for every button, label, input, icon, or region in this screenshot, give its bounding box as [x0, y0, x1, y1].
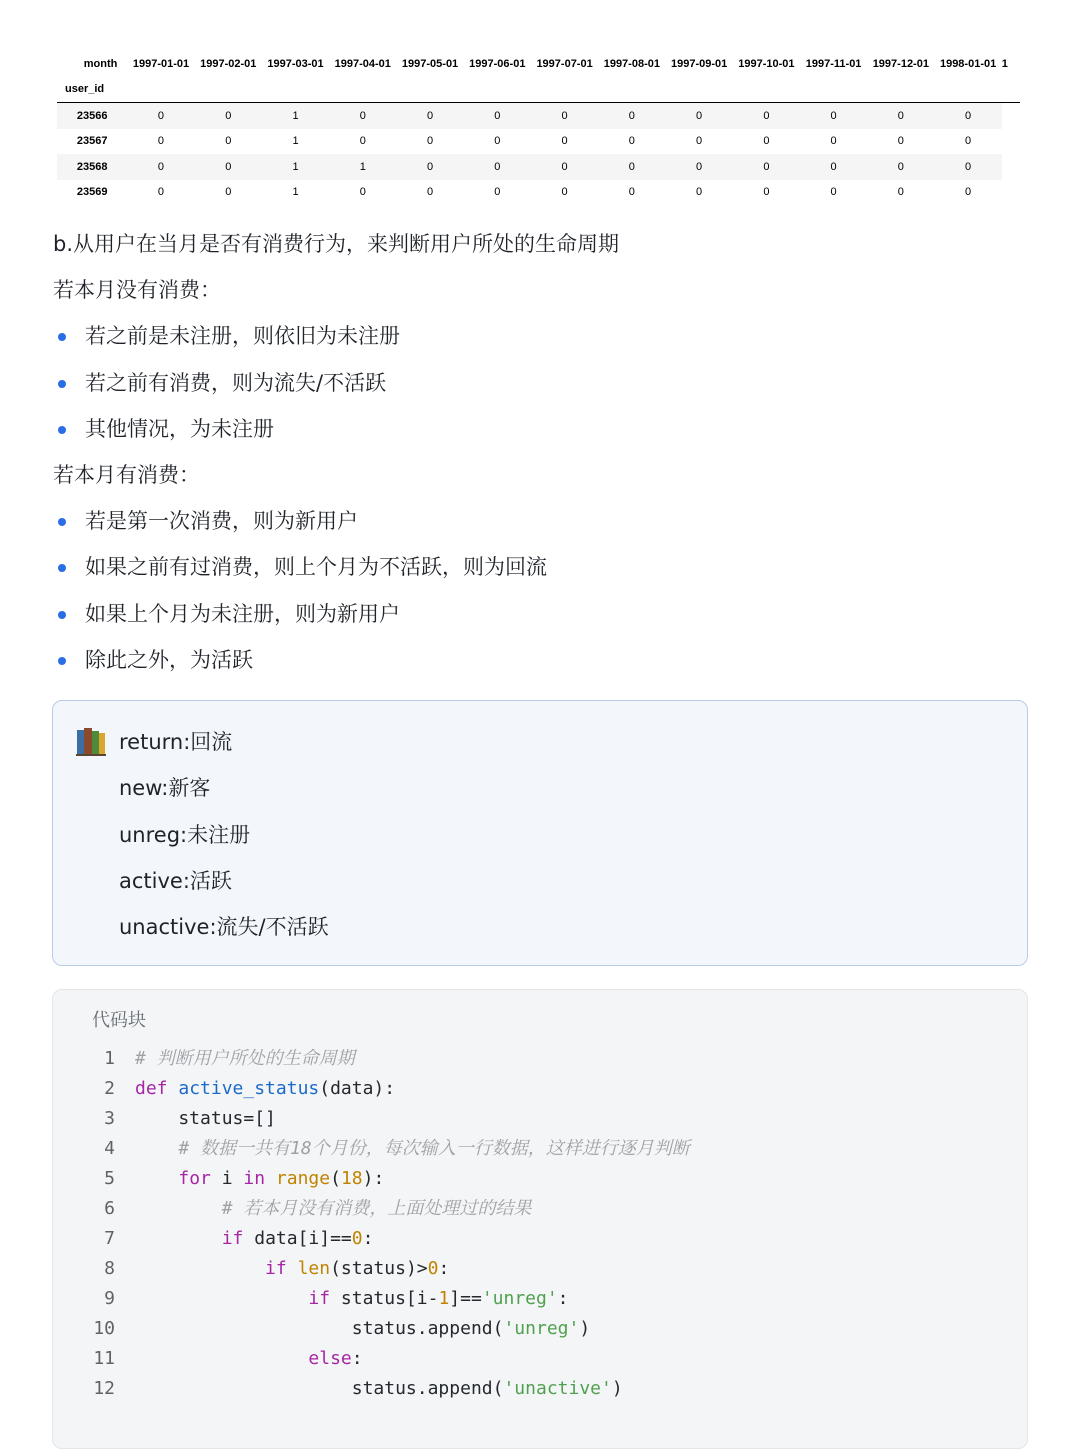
- table-cell: 0: [157, 135, 165, 148]
- column-header: 1997-07-01: [536, 58, 593, 70]
- table-cell: 0: [628, 186, 635, 199]
- table-cell: 0: [225, 109, 232, 122]
- column-header: 1997-09-01: [670, 58, 728, 70]
- code-line: 7 if data[i]==0:: [53, 1224, 690, 1254]
- code-body[interactable]: [53, 1044, 690, 1404]
- table-cell: 0: [897, 109, 904, 122]
- dataframe-table: [57, 52, 1020, 205]
- table-cell: 0: [696, 135, 703, 148]
- line-number: 11: [93, 1348, 115, 1369]
- table-cell: 0: [965, 109, 972, 122]
- code-line: 5 for i in range(18):: [53, 1164, 690, 1194]
- table-cell: 0: [225, 186, 232, 199]
- table-cell: 0: [763, 135, 770, 148]
- row-index: 23567: [76, 135, 108, 148]
- table-cell: 0: [965, 135, 972, 148]
- table-cell: 0: [830, 160, 837, 173]
- list-item: 其他情况，为未注册: [53, 406, 1033, 452]
- code-line: 11 else:: [53, 1344, 690, 1374]
- callout-line: new:新客: [119, 776, 211, 801]
- table-cell: 1: [359, 160, 366, 173]
- list-item: 若是第一次消费，则为新用户: [53, 498, 1033, 544]
- index-label-row: [57, 76, 1020, 103]
- table-cell: 1: [292, 135, 299, 148]
- column-header: 1998-01-01: [939, 58, 997, 70]
- table-row: [57, 154, 1020, 180]
- table-cell: 0: [494, 186, 501, 199]
- table-cell: 0: [763, 109, 770, 122]
- list-item: 若之前是未注册，则依旧为未注册: [53, 313, 1033, 359]
- table-cell: 0: [830, 135, 837, 148]
- table-cell: 0: [426, 109, 434, 122]
- column-header: 1997-12-01: [872, 58, 929, 70]
- code-line: 6 # 若本月没有消费，上面处理过的结果: [53, 1194, 690, 1224]
- table-cell: 0: [561, 160, 568, 173]
- table-cell: 0: [359, 135, 366, 148]
- code-line: 12 status.append('unactive'): [53, 1374, 690, 1404]
- table-cell: 0: [561, 109, 568, 122]
- row-index: 23566: [76, 109, 108, 122]
- table-cell: 0: [897, 160, 904, 173]
- index-label: user_id: [57, 76, 127, 103]
- callout-line: unactive:流失/不活跃: [119, 915, 329, 940]
- table-cell: 0: [628, 135, 635, 148]
- table-cell: 1: [292, 160, 299, 173]
- section-heading: b.从用户在当月是否有消费行为，来判断用户所处的生命周期: [53, 232, 620, 256]
- code-block-label: 代码块: [92, 1010, 146, 1031]
- table-cell: 0: [494, 135, 501, 148]
- column-header: 1997-04-01: [334, 58, 391, 70]
- table-cell: 0: [763, 186, 770, 199]
- table-header-row: [57, 52, 1020, 76]
- table-cell: 0: [830, 186, 837, 199]
- section-b: [53, 221, 1033, 683]
- code-block[interactable]: [52, 989, 1028, 1449]
- table-cell: 0: [696, 160, 703, 173]
- line-number: 4: [104, 1138, 115, 1159]
- no-purchase-list: [53, 313, 1033, 452]
- table-cell: 0: [157, 109, 165, 122]
- column-header: 1997-10-01: [738, 58, 795, 70]
- list-item: 如果上个月为未注册，则为新用户: [53, 591, 1033, 637]
- table-cell: 0: [696, 186, 703, 199]
- column-header: 1997-08-01: [603, 58, 660, 70]
- table-cell: 0: [359, 109, 366, 122]
- callout-box: [52, 700, 1028, 966]
- line-number: 8: [104, 1258, 115, 1279]
- code-line: 1 # 判断用户所处的生命周期: [53, 1044, 690, 1074]
- code-line: 10 status.append('unreg'): [53, 1314, 690, 1344]
- line-number: 3: [104, 1108, 115, 1129]
- table-cell: 0: [561, 186, 568, 199]
- list-item: 若之前有消费，则为流失/不活跃: [53, 360, 1033, 406]
- table-cell: 0: [830, 109, 837, 122]
- code-line: 2 def active_status(data):: [53, 1074, 690, 1104]
- list-item: 如果之前有过消费，则上个月为不活跃，则为回流: [53, 544, 1033, 590]
- table-row: [57, 103, 1020, 129]
- table-cell: 0: [426, 186, 434, 199]
- line-number: 5: [104, 1168, 115, 1189]
- column-header: 1: [1001, 58, 1008, 70]
- line-number: 9: [104, 1288, 115, 1309]
- line-number: 7: [104, 1228, 115, 1249]
- table-cell: 0: [965, 186, 972, 199]
- purchase-label: 若本月有消费：: [53, 463, 200, 488]
- table-cell: 0: [897, 135, 904, 148]
- table-cell: 0: [225, 160, 232, 173]
- table-cell: 1: [292, 109, 299, 122]
- table-cell: 0: [494, 109, 501, 122]
- column-header: 1997-11-01: [805, 58, 862, 70]
- row-index: 23569: [76, 186, 108, 199]
- line-number: 6: [104, 1198, 115, 1219]
- row-index: 23568: [76, 160, 108, 173]
- table-cell: 0: [426, 160, 434, 173]
- table-cell: 0: [965, 160, 972, 173]
- dataframe-table-container: [57, 52, 1020, 205]
- column-header: 1997-03-01: [267, 58, 324, 70]
- table-cell: 0: [494, 160, 501, 173]
- table-row: [57, 180, 1020, 206]
- table-body: [57, 103, 1020, 206]
- columns-label: month: [83, 58, 118, 70]
- purchase-list: [53, 498, 1033, 683]
- line-number: 1: [104, 1048, 115, 1069]
- table-cell: 0: [628, 109, 635, 122]
- line-number: 10: [93, 1318, 115, 1339]
- code-line: 9 if status[i-1]=='unreg':: [53, 1284, 690, 1314]
- table-cell: 0: [157, 186, 165, 199]
- table-cell: 0: [628, 160, 635, 173]
- table-cell: 0: [696, 109, 703, 122]
- code-line: 8 if len(status)>0:: [53, 1254, 690, 1284]
- column-header: 1997-05-01: [401, 58, 459, 70]
- callout-line: unreg:未注册: [119, 822, 251, 847]
- code-line: 4 # 数据一共有18个月份，每次输入一行数据，这样进行逐月判断: [53, 1134, 690, 1164]
- callout-line: return:回流: [119, 730, 233, 754]
- callout-lines: [119, 719, 329, 950]
- table-cell: 0: [157, 160, 165, 173]
- code-line: 3 status=[]: [53, 1104, 690, 1134]
- callout-line: active:活跃: [119, 868, 232, 893]
- table-cell: 0: [561, 135, 568, 148]
- no-purchase-label: 若本月没有消费：: [53, 278, 221, 303]
- table-cell: 0: [426, 135, 434, 148]
- list-item: 除此之外，为活跃: [53, 637, 1033, 683]
- table-cell: 1: [292, 186, 299, 199]
- column-header: 1997-01-01: [132, 58, 190, 70]
- column-header: 1997-06-01: [469, 58, 526, 70]
- table-row: [57, 129, 1020, 155]
- line-number: 2: [104, 1078, 115, 1099]
- books-icon: [75, 727, 107, 757]
- table-cell: 0: [359, 186, 366, 199]
- table-cell: 0: [897, 186, 904, 199]
- line-number: 12: [93, 1378, 115, 1399]
- column-header: 1997-02-01: [200, 58, 257, 70]
- table-cell: 0: [763, 160, 770, 173]
- table-cell: 0: [225, 135, 232, 148]
